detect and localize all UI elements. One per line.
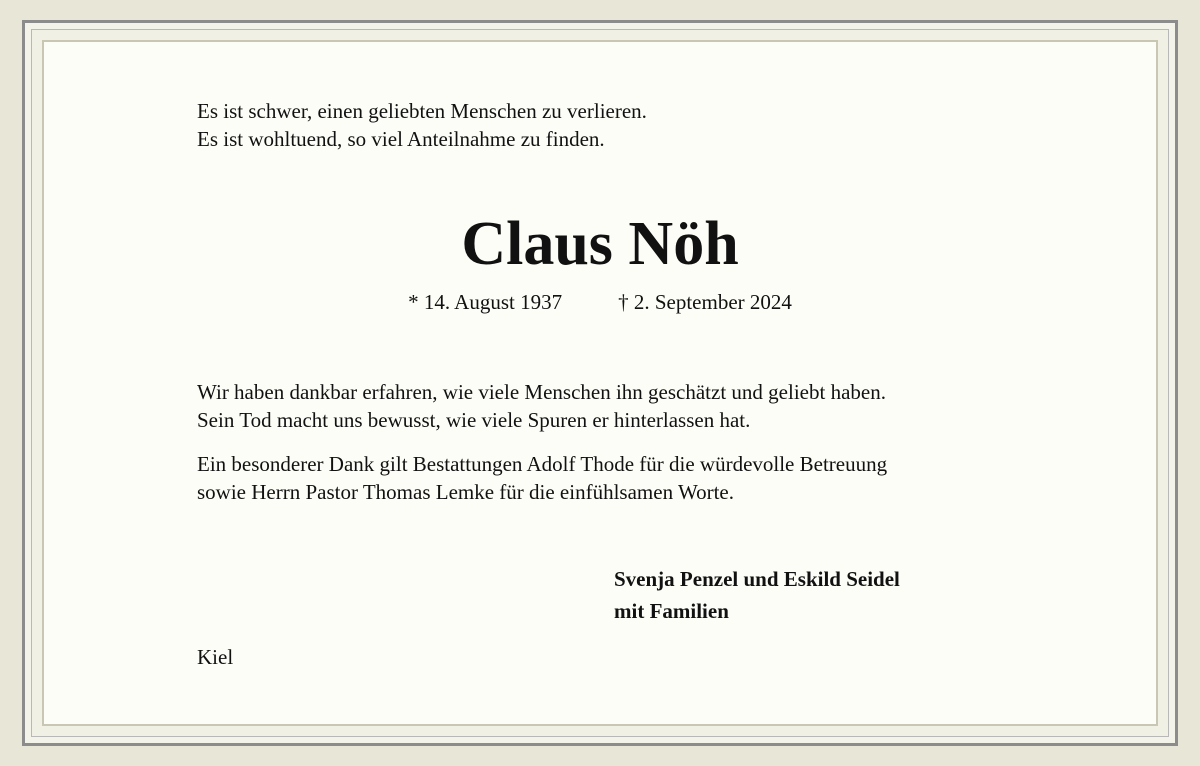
place-name: Kiel xyxy=(197,645,234,669)
deceased-name: Claus Nöh xyxy=(461,210,739,278)
intro-text xyxy=(197,97,647,153)
signature-block xyxy=(614,563,900,627)
signature-family: mit Familien xyxy=(614,599,729,623)
thanks-line-2: sowie Herrn Pastor Thomas Lemke für die einfühlsamen Worte. xyxy=(197,480,734,504)
thanks-line-1: Ein besonderer Dank gilt Bestattungen Adolf Thode für die würdevolle Betreuung xyxy=(197,452,888,476)
gratitude-line-1: Wir haben dankbar erfahren, wie viele Menschen ihn geschätzt und geliebt haben. xyxy=(197,380,886,404)
life-dates xyxy=(0,288,1200,316)
death-date: † 2. September 2024 xyxy=(618,290,792,314)
intro-line-1: Es ist schwer, einen geliebten Menschen zu verlieren. xyxy=(197,99,647,123)
intro-line-2: Es ist wohltuend, so viel Anteilnahme zu finden. xyxy=(197,127,605,151)
birth-date: * 14. August 1937 xyxy=(408,290,563,314)
gratitude-line-2: Sein Tod macht uns bewusst, wie viele Spuren er hinterlassen hat. xyxy=(197,408,751,432)
thanks-paragraph xyxy=(197,450,887,506)
gratitude-paragraph xyxy=(197,378,886,434)
signature-names: Svenja Penzel und Eskild Seidel xyxy=(614,567,900,591)
